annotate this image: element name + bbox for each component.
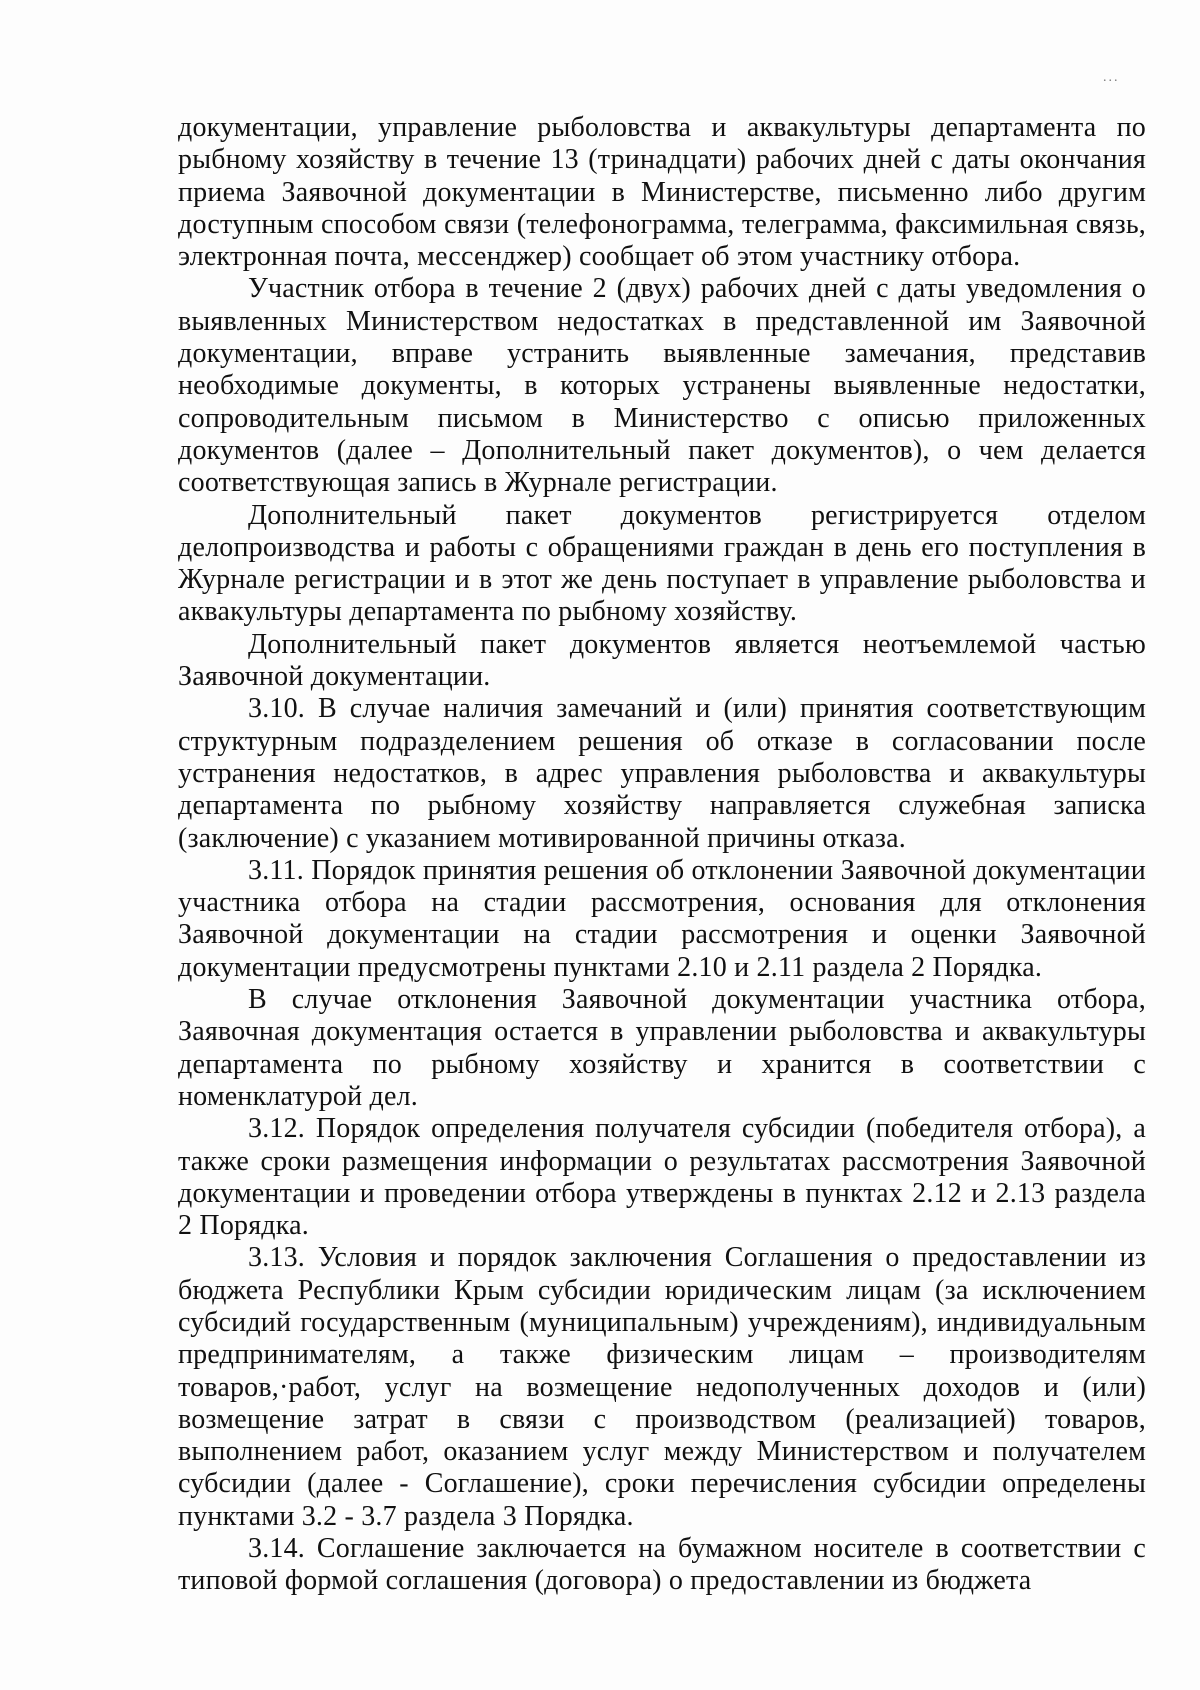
paragraph-7: В случае отклонения Заявочной документации участника отбора, Заявочная документация остается в управлении рыболовства и аквакультуры департамента по рыбному хозяйству и хранится в соответствии с номенклатурой дел. xyxy=(178,984,1146,1112)
document-body xyxy=(178,112,1146,1598)
paragraph-3-14: 3.14. Соглашение заключается на бумажном носителе в соответствии с типовой формой соглашения (договора) о предоставлении из бюджета xyxy=(178,1533,1146,1597)
paragraph-3-12: 3.12. Порядок определения получателя субсидии (победителя отбора), а также сроки размещения информации о результатах рассмотрения Заявочной документации и проведении отбора утверждены в пунктах 2.12 и 2.13 раздела 2 Порядка. xyxy=(178,1113,1146,1242)
paragraph-3-13: 3.13. Условия и порядок заключения Соглашения о предоставлении из бюджета Республики Крым субсидии юридическим лицам (за исключением субсидий государственным (муниципальным) учреждениям), индивидуальным предпринимателям, а также физическим лицам – производителям товаров,·работ, услуг на возмещение недополученных доходов и (или) возмещение затрат в связи с производством (реализацией) товаров, выполнением работ, оказанием услуг между Министерством и получателем субсидии (далее - Соглашение), сроки перечисления субсидии определены пунктами 3.2 - 3.7 раздела 3 Порядка. xyxy=(178,1242,1146,1532)
paragraph-2: Участник отбора в течение 2 (двух) рабочих дней с даты уведомления о выявленных Министерством недостатках в представленной им Заявочной документации, вправе устранить выявленные замечания, представив необходимые документы, в которых устранены выявленные недостатки, сопроводительным письмом в Министерство с описью приложенных документов (далее – Дополнительный пакет документов), о чем делается соответствующая запись в Журнале регистрации. xyxy=(178,273,1146,499)
paragraph-3-11: 3.11. Порядок принятия решения об отклонении Заявочной документации участника отбора на стадии рассмотрения, основания для отклонения Заявочной документации на стадии рассмотрения и оценки Заявочной документации предусмотрены пунктами 2.10 и 2.11 раздела 2 Порядка. xyxy=(178,854,1146,983)
paragraph-3: Дополнительный пакет документов регистрируется отделом делопроизводства и работы с обращениями граждан в день его поступления в Журнале регистрации и в этот же день поступает в управление рыболовства и аквакультуры департамента по рыбному хозяйству. xyxy=(178,499,1146,628)
paragraph-1: документации, управление рыболовства и аквакультуры департамента по рыбному хозяйству в течение 13 (тринадцати) рабочих дней с даты окончания приема Заявочной документации в Министерстве, письменно либо другим доступным способом связи (телефонограмма, телеграмма, факсимильная связь, электронная почта, мессенджер) сообщает об этом участнику отбора. xyxy=(178,112,1146,273)
page-corner-mark: ... xyxy=(1103,70,1120,85)
paragraph-3-10: 3.10. В случае наличия замечаний и (или) принятия соответствующим структурным подразделением решения об отказе в согласовании после устранения недостатков, в адрес управления рыболовства и аквакультуры департамента по рыбному хозяйству направляется служебная записка (заключение) с указанием мотивированной причины отказа. xyxy=(178,693,1146,854)
paragraph-4: Дополнительный пакет документов является неотъемлемой частью Заявочной документации. xyxy=(178,628,1146,693)
